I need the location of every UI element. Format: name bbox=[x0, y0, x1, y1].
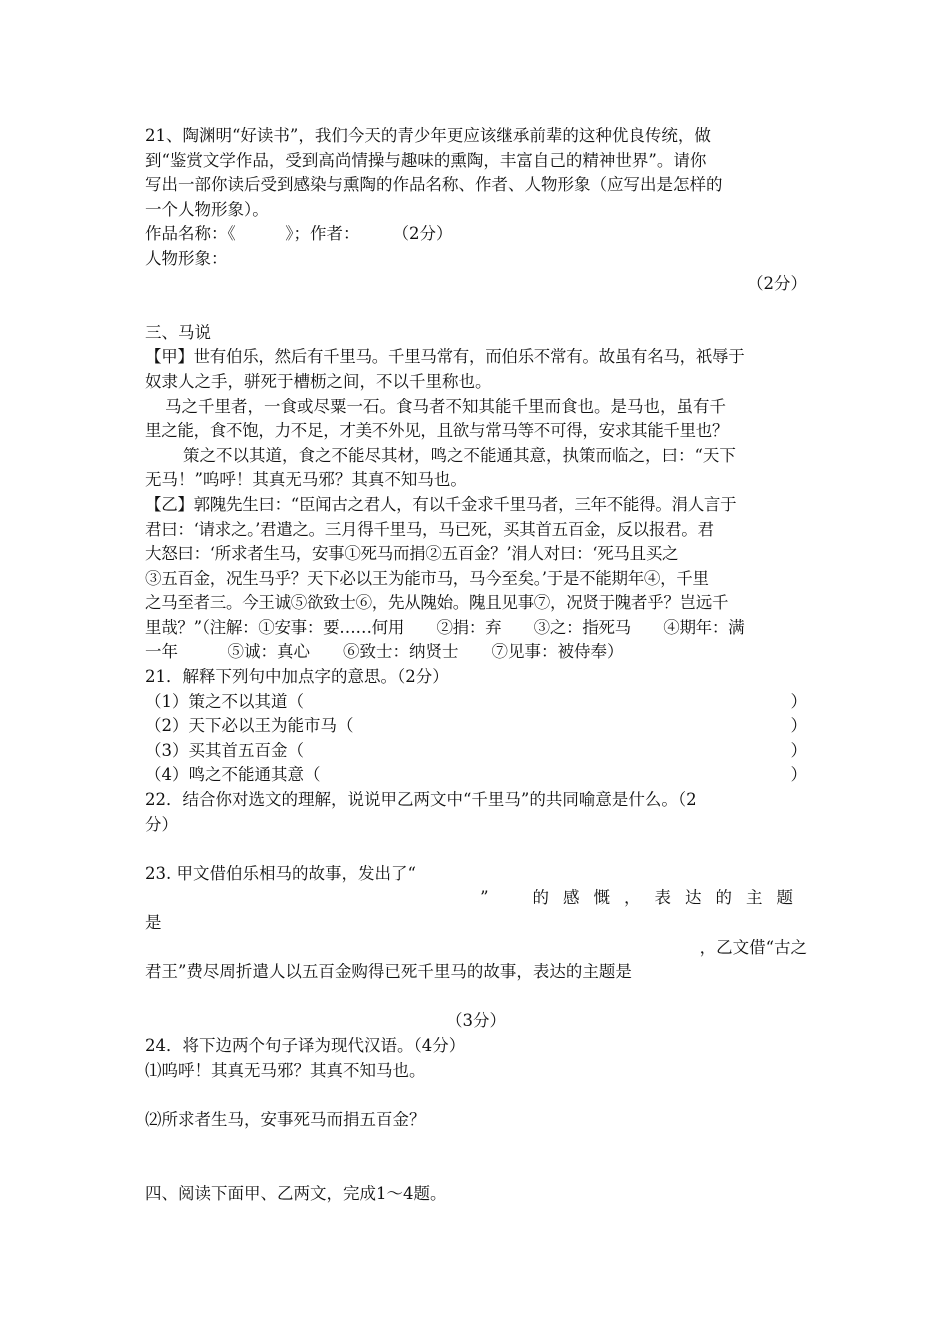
q21-intro-line-4: 一个人物形象）。 bbox=[145, 199, 269, 219]
document-page bbox=[145, 124, 807, 1206]
q21-item-2-close: ） bbox=[790, 716, 807, 736]
yi-line-4: ③五百金，况生马乎？天下必以王为能市马，马今至矣。’于是不能期年④，千里 bbox=[145, 568, 709, 588]
q21-character-line: 人物形象： bbox=[145, 248, 228, 268]
q21-item-4 bbox=[145, 763, 807, 788]
jia-line-6: 无马！”呜呼！其真无马邪？其真不知马也。 bbox=[145, 470, 467, 490]
q23-line-3: 是 bbox=[145, 913, 162, 932]
q23-line-5: 君王”费尽周折遣人以五百金购得已死千里马的故事，表达的主题是 bbox=[145, 962, 632, 982]
q21-item-1-close: ） bbox=[790, 691, 807, 711]
spacer bbox=[145, 296, 807, 321]
spacer bbox=[145, 837, 807, 862]
q22-line-2: 分） bbox=[145, 814, 178, 834]
yi-line-2: 君曰：‘请求之。’君遣之。三月得千里马，马已死，买其首五百金，反以报君。君 bbox=[145, 519, 714, 539]
spacer bbox=[145, 985, 807, 1010]
yi-line-7: 一年 ⑤诚：真心 ⑥致士：纳贤士 ⑦见事：被侍奉） bbox=[145, 642, 624, 662]
q23-score: （3分） bbox=[446, 1011, 506, 1031]
q21-item-2 bbox=[145, 714, 807, 739]
q24-title: 24．将下边两个句子译为现代汉语。（4分） bbox=[145, 1035, 466, 1055]
q21-item-4-text: （4）鸣之不能通其意（ bbox=[145, 765, 321, 785]
jia-line-2: 奴隶人之手，骈死于槽枥之间，不以千里称也。 bbox=[145, 371, 492, 391]
yi-line-5: 之马至者三。今王诚⑤欲致士⑥，先从隗始。隗且见事⑦，况贤于隗者乎？岂远千 bbox=[145, 593, 729, 613]
q24-sentence-1: ⑴呜呼！其真无马邪？其真不知马也。 bbox=[145, 1060, 426, 1080]
q23-line-2 bbox=[145, 886, 807, 911]
q21-item-2-text: （2）天下必以王为能市马（ bbox=[145, 716, 354, 736]
q21-title: 21．解释下列句中加点字的意思。（2分） bbox=[145, 667, 449, 687]
jia-line-4: 里之能，食不饱，力不足，才美不外见，且欲与常马等不可得，安求其能千里也？ bbox=[145, 421, 729, 441]
q23-line-2-text: 的感慨，表达的主题 bbox=[532, 888, 807, 908]
yi-line-6: 里哉？”（注解：①安事：要……何用 ②捐：弃 ③之：指死马 ④期年：满 bbox=[145, 617, 745, 637]
q21-work-author-line: 作品名称：《 》；作者： （2分） bbox=[145, 224, 453, 244]
q22-line-1: 22．结合你对选文的理解，说说甲乙两文中“千里马”的共同喻意是什么。（2 bbox=[145, 790, 697, 810]
q21-item-1-text: （1）策之不以其道（ bbox=[145, 691, 304, 711]
q21-intro-line-3: 写出一部你读后受到感染与熏陶的作品名称、作者、人物形象（应写出是怎样的 bbox=[145, 175, 723, 195]
jia-line-3: 马之千里者，一食或尽粟一石。食马者不知其能千里而食也。是马也，虽有千 bbox=[165, 396, 726, 416]
section3-title: 三、马说 bbox=[145, 322, 211, 342]
q21-item-4-close: ） bbox=[790, 765, 807, 785]
q21-item-1 bbox=[145, 690, 807, 715]
q21-character-score: （2分） bbox=[747, 273, 807, 293]
q21-item-3-text: （3）买其首五百金（ bbox=[145, 740, 304, 760]
spacer bbox=[145, 1083, 807, 1108]
yi-line-3: 大怒曰：‘所求者生马，安事①死马而捐②五百金？’涓人对曰：‘死马且买之 bbox=[145, 544, 679, 564]
q23-line-1: 23. 甲文借伯乐相马的故事，发出了“ bbox=[145, 863, 416, 883]
q21-intro-line-1: 21、陶渊明“好读书”，我们今天的青少年更应该继承前辈的这种优良传统，做 bbox=[145, 126, 711, 145]
spacer bbox=[145, 1157, 807, 1182]
q21-intro-line-2: 到“鉴赏文学作品，受到高尚情操与趣味的熏陶，丰富自己的精神世界”。请你 bbox=[145, 150, 707, 170]
yi-line-1: 【乙】郭隗先生曰：“臣闻古之君人，有以千金求千里马者，三年不能得。涓人言于 bbox=[145, 494, 737, 514]
jia-line-5: 策之不以其道，食之不能尽其材，鸣之不能通其意，执策而临之，曰：“天下 bbox=[183, 445, 736, 465]
spacer bbox=[145, 1132, 807, 1157]
jia-line-1: 【甲】世有伯乐，然后有千里马。千里马常有，而伯乐不常有。故虽有名马，祇辱于 bbox=[145, 347, 745, 367]
q23-close-quote: ” bbox=[480, 888, 489, 908]
q24-sentence-2: ⑵所求者生马，安事死马而捐五百金？ bbox=[145, 1109, 426, 1129]
q23-line-4: ，乙文借“古之 bbox=[699, 937, 807, 957]
q21-item-3 bbox=[145, 739, 807, 764]
q21-item-3-close: ） bbox=[790, 740, 807, 760]
section4-title: 四、阅读下面甲、乙两文，完成1～4题。 bbox=[145, 1183, 447, 1203]
